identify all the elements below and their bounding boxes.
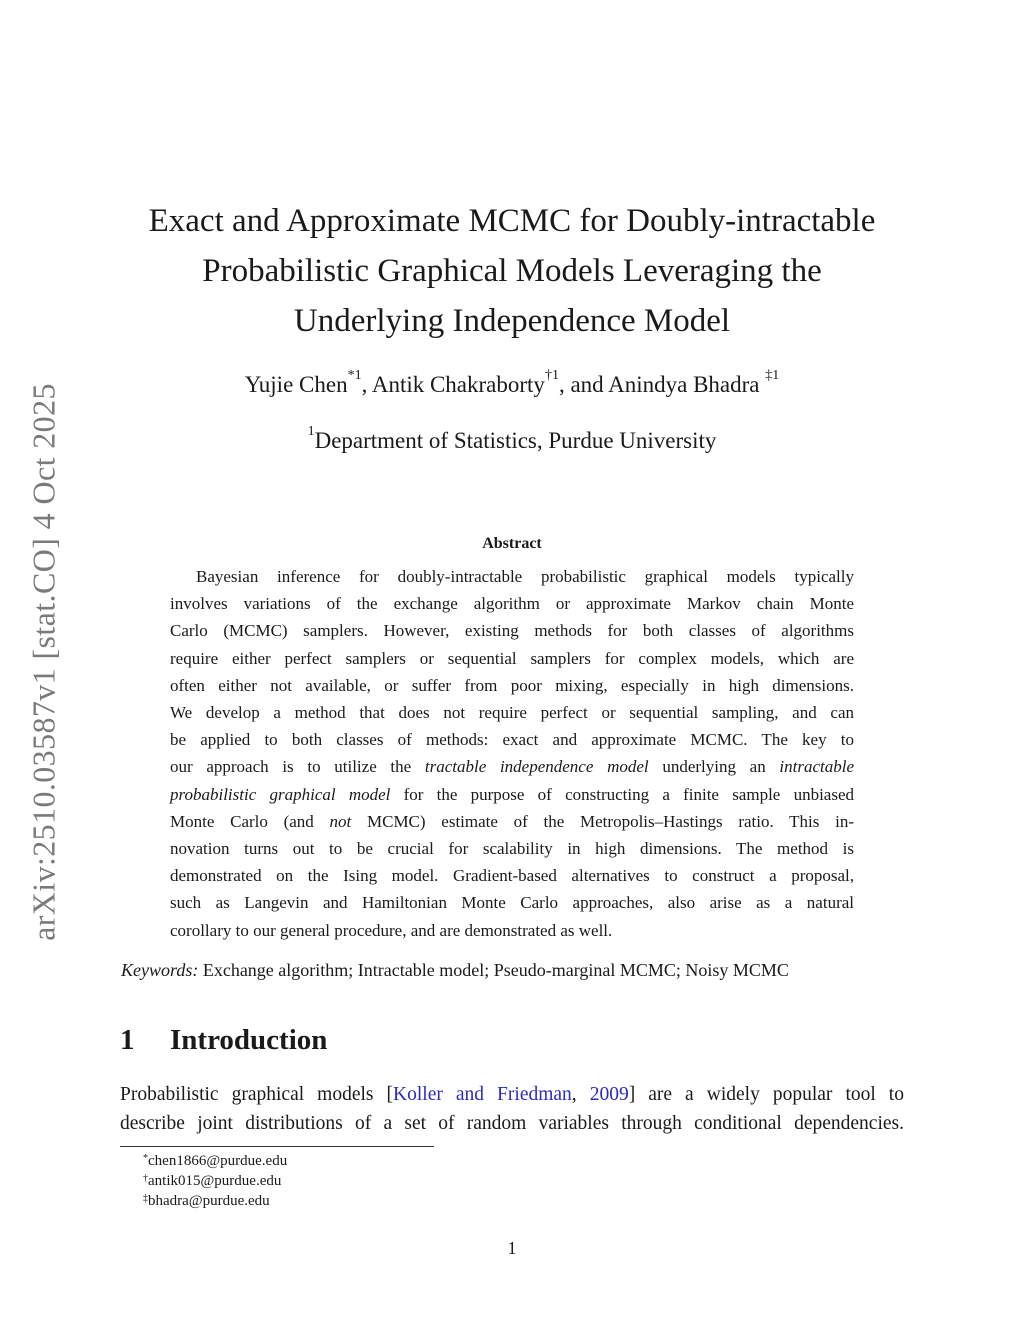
abstract-line [170, 808, 854, 835]
title-line: Probabilistic Graphical Models Leveraging the [202, 253, 822, 289]
abstract-line: Bayesian inference for doubly-intractable probabilistic graphical models typically [196, 567, 854, 586]
emphasis-text: intractable [779, 757, 855, 777]
abstract-line: such as Langevin and Hamiltonian Monte Carlo approaches, also arise as a natural [170, 893, 854, 913]
abstract-text: underlying an [648, 757, 780, 777]
keywords-text: Exchange algorithm; Intractable model; Pseudo-marginal MCMC; Noisy MCMC [198, 960, 789, 980]
emphasis-text: tractable independence model [424, 757, 649, 777]
intro-paragraph [120, 1080, 904, 1138]
footnote-mark: † [143, 1173, 148, 1184]
intro-text: ] are a widely popular tool to [628, 1084, 904, 1105]
abstract-line [170, 753, 854, 780]
title-line: Underlying Independence Model [293, 303, 731, 339]
author-mark: *1 [347, 368, 362, 383]
abstract-heading: Abstract [482, 535, 542, 552]
author-mark: †1 [544, 368, 559, 383]
footnote-email[interactable]: antik015@purdue.edu [148, 1173, 282, 1189]
intro-line: describe joint distributions of a set of random variables through conditional dependencies. [120, 1113, 904, 1134]
abstract-text: our approach is to utilize the [170, 757, 425, 777]
section-title: Introduction [170, 1024, 328, 1056]
affiliation [112, 424, 912, 454]
keywords-label: Keywords: [121, 960, 199, 980]
abstract-line: corollary to our general procedure, and are demonstrated as well. [170, 920, 613, 940]
author-name: Yujie Chen [244, 372, 348, 397]
abstract-line: demonstrated on the Ising model. Gradient-based alternatives to construct a proposal, [170, 866, 854, 886]
footnote-email[interactable]: bhadra@purdue.edu [148, 1193, 270, 1209]
author-name: Antik Chakraborty [371, 372, 545, 397]
paper-title [112, 196, 912, 346]
section-number: 1 [120, 1024, 135, 1056]
footnotes [143, 1151, 287, 1211]
arxiv-identifier: arXiv:2510.03587v1 [stat.CO] 4 Oct 2025 [25, 383, 62, 941]
footnote-divider [120, 1146, 434, 1147]
affiliation-text: Department of Statistics, Purdue University [314, 428, 717, 453]
abstract-line: require either perfect samplers or sequential samplers for complex models, which are [170, 648, 854, 668]
citation-separator: , [571, 1084, 590, 1105]
abstract-text: Monte Carlo (and [170, 811, 330, 831]
intro-text: Probabilistic graphical models [ [120, 1084, 394, 1105]
keywords [121, 960, 911, 981]
citation-year-link[interactable]: 2009 [589, 1084, 629, 1105]
footnote [143, 1191, 287, 1211]
footnote-email[interactable]: chen1866@purdue.edu [148, 1153, 288, 1169]
citation-link[interactable]: Koller and Friedman [393, 1084, 572, 1105]
affiliation-mark: 1 [307, 424, 315, 439]
author-list: Yujie Chen$^{*1}$, Antik Chakraborty$^{\dagger 1}$, and Anindya Bhadra $^{\ddagger 1}$ [244, 368, 780, 397]
emphasis-text: not [329, 811, 352, 831]
abstract-line: novation turns out to be crucial for scalability in high dimensions. The method is [170, 839, 854, 859]
abstract-line [170, 781, 854, 808]
abstract-line: involves variations of the exchange algorithm or approximate Markov chain Monte [170, 594, 854, 614]
author-mark: ‡1 [765, 368, 780, 383]
abstract-text: for the purpose of constructing a finite sample unbiased [390, 784, 854, 804]
section-heading [120, 1024, 327, 1057]
footnote [143, 1171, 287, 1191]
abstract-line: be applied to both classes of methods: exact and approximate MCMC. The key to [170, 730, 854, 750]
abstract-body [170, 563, 854, 944]
emphasis-text: probabilistic graphical model [170, 784, 391, 804]
page-number: 1 [507, 1238, 517, 1258]
abstract-text: MCMC) estimate of the Metropolis–Hastings ratio. This in- [351, 811, 854, 831]
footnote [143, 1151, 287, 1171]
title-line: Exact and Approximate MCMC for Doubly-intractable [148, 203, 876, 239]
author-name: and Anindya Bhadra [570, 372, 766, 397]
abstract-line: Carlo (MCMC) samplers. However, existing methods for both classes of algorithms [170, 621, 854, 641]
abstract-line: We develop a method that does not require perfect or sequential sampling, and can [170, 703, 854, 723]
intro-line [120, 1080, 904, 1109]
abstract-line: often either not available, or suffer from poor mixing, especially in high dimensions. [170, 675, 854, 695]
footnote-mark: ‡ [143, 1193, 148, 1204]
footnote-mark: * [143, 1153, 148, 1164]
